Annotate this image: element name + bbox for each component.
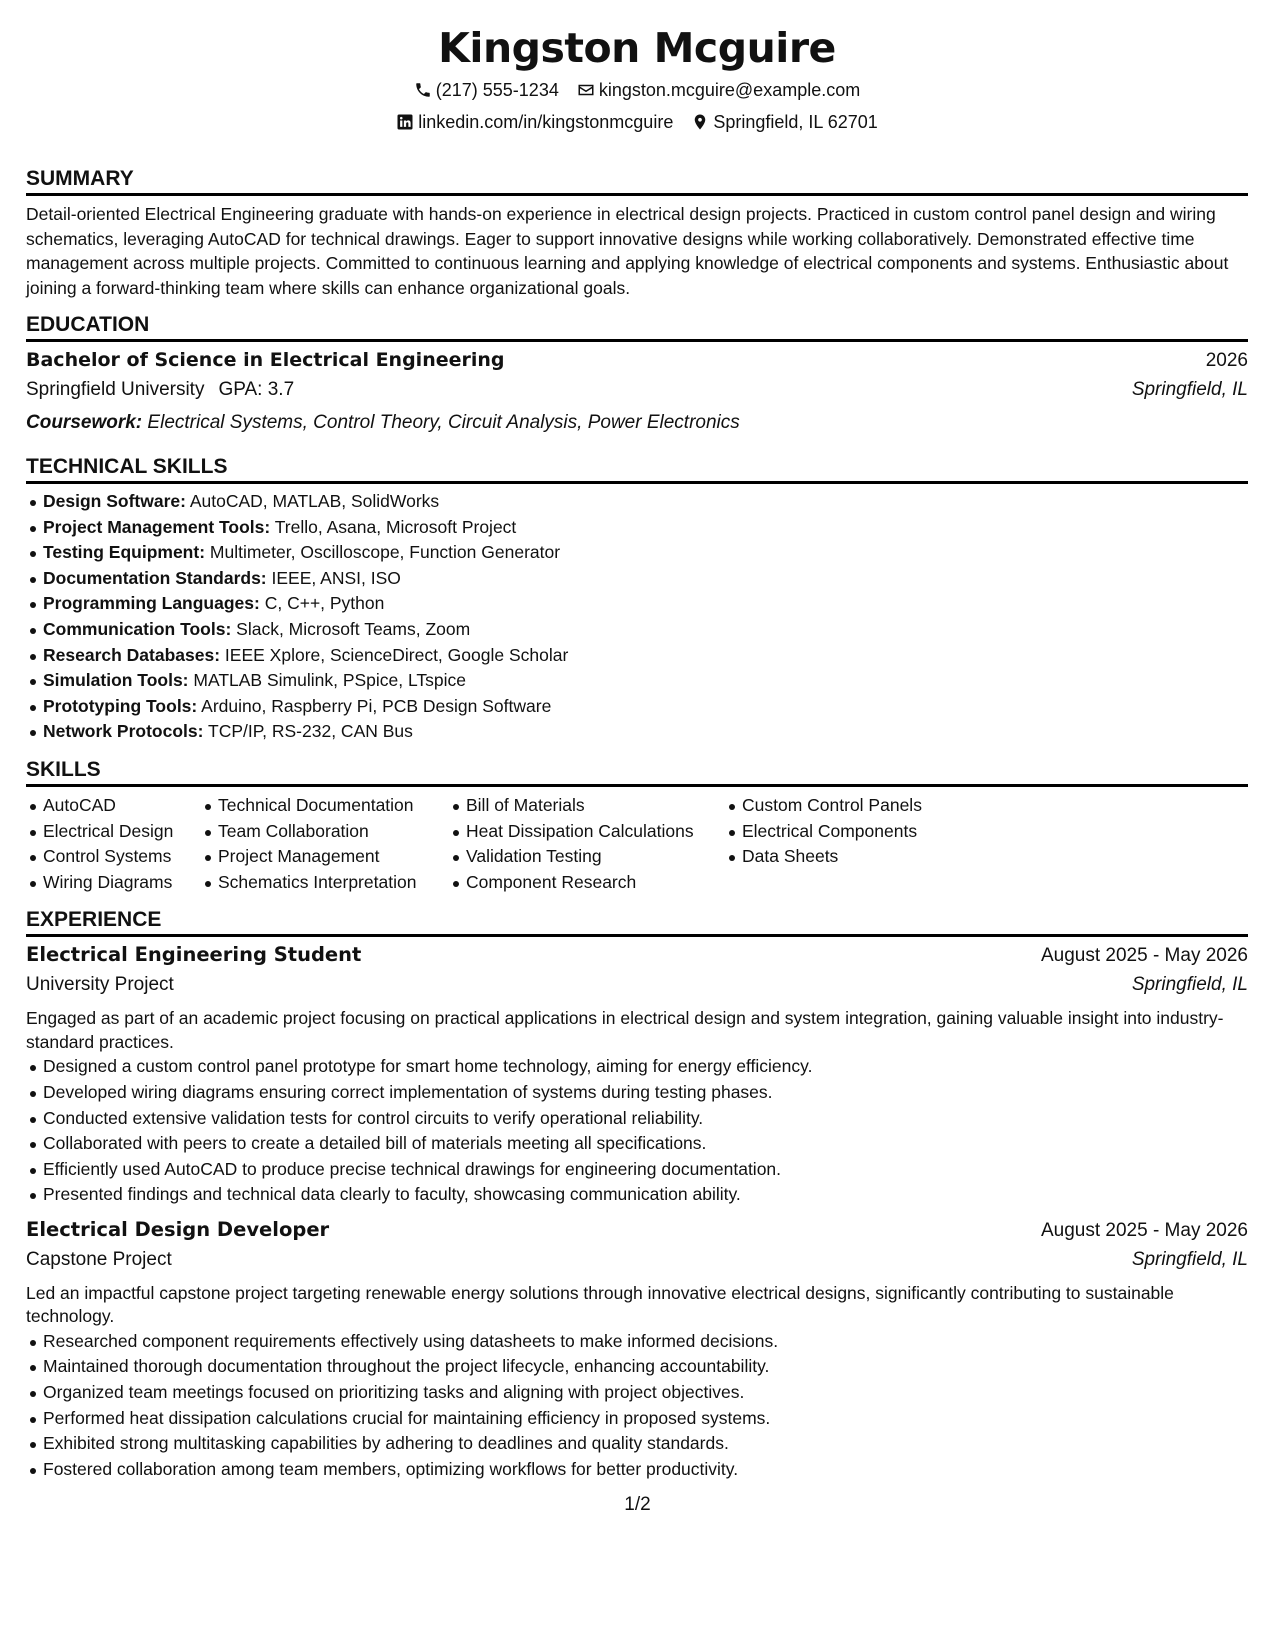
list-item: Communication Tools: Slack, Microsoft Teams, Zoom [43, 617, 1248, 643]
list-item: Research Databases: IEEE Xplore, ScienceDirect, Google Scholar [43, 643, 1248, 669]
job-organization: University Project [26, 974, 174, 996]
list-item: Technical Documentation [218, 793, 449, 819]
skills-column-3 [449, 793, 725, 895]
job-description: Engaged as part of an academic project focusing on practical applications in electrical design and system integration, gaining valuable insight into industry-standard practices. [26, 1008, 1224, 1052]
list-item: Heat Dissipation Calculations [466, 819, 725, 845]
email-text[interactable]: kingston.mcguire@example.com [598, 79, 861, 100]
job-description: Led an impactful capstone project targeting renewable energy solutions through innovative electrical designs, significantly contributing to sustainable technology. [26, 1282, 1174, 1327]
coursework-list: Electrical Systems, Control Theory, Circuit Analysis, Power Electronics [147, 412, 740, 433]
list-item: AutoCAD [43, 793, 201, 819]
linkedin-icon [396, 113, 414, 131]
school-location: Springfield, IL [1131, 379, 1248, 400]
job-title: Electrical Design Developer [26, 1217, 330, 1241]
list-item: Prototyping Tools: Arduino, Raspberry Pi, PCB Design Software [43, 694, 1248, 720]
phone-icon [414, 81, 432, 99]
email-contact [577, 80, 860, 101]
job-organization: Capstone Project [26, 1248, 172, 1270]
list-item: Data Sheets [742, 844, 982, 870]
list-item: Maintained thorough documentation throughout the project lifecycle, enhancing accountability. [43, 1354, 1248, 1380]
list-item: Validation Testing [466, 844, 725, 870]
job-header-row [26, 943, 1248, 974]
map-pin-icon [691, 113, 709, 131]
list-item: Developed wiring diagrams ensuring correct implementation of systems during testing phases. [43, 1080, 1248, 1106]
job-org-row [26, 1249, 1248, 1279]
job-dates: August 2025 - May 2026 [1040, 1219, 1248, 1241]
list-item: Bill of Materials [466, 793, 725, 819]
list-item: Programming Languages: C, C++, Python [43, 591, 1248, 617]
location-contact [691, 112, 877, 133]
list-item: Control Systems [43, 844, 201, 870]
list-item: Conducted extensive validation tests for control circuits to verify operational reliability. [43, 1106, 1248, 1132]
linkedin-text[interactable]: linkedin.com/in/kingstonmcguire [418, 111, 674, 132]
coursework-line [26, 408, 1248, 438]
job-org-row [26, 974, 1248, 1004]
graduation-year: 2026 [1205, 350, 1248, 371]
list-item: Collaborated with peers to create a detailed bill of materials meeting all specifications. [43, 1131, 1248, 1157]
coursework-label: Coursework: [26, 412, 143, 433]
job-bullets [26, 1329, 1248, 1483]
technical-skills-heading: TECHNICAL SKILLS [26, 454, 1248, 484]
contact-row-2 [26, 106, 1248, 138]
list-item: Team Collaboration [218, 819, 449, 845]
job-location: Springfield, IL [1131, 1248, 1248, 1270]
list-item: Electrical Components [742, 819, 982, 845]
envelope-icon [577, 81, 595, 99]
contact-row-1 [26, 74, 1248, 106]
job-entry-2 [26, 1218, 1248, 1483]
list-item: Exhibited strong multitasking capabilities by adhering to deadlines and quality standards. [43, 1431, 1248, 1457]
list-item: Fostered collaboration among team members, optimizing workflows for better productivity. [43, 1457, 1248, 1483]
degree-title: Bachelor of Science in Electrical Engineering [26, 349, 505, 371]
list-item: Documentation Standards: IEEE, ANSI, ISO [43, 566, 1248, 592]
job-header-row [26, 1218, 1248, 1249]
list-item: Design Software: AutoCAD, MATLAB, SolidWorks [43, 489, 1248, 515]
education-row-1 [26, 349, 1248, 379]
list-item: Electrical Design [43, 819, 201, 845]
school-name: Springfield University [26, 379, 205, 400]
list-item: Wiring Diagrams [43, 870, 201, 896]
skills-column-1 [26, 793, 201, 895]
list-item: Efficiently used AutoCAD to produce precise technical drawings for engineering documentation. [43, 1157, 1248, 1183]
list-item: Simulation Tools: MATLAB Simulink, PSpice, LTspice [43, 668, 1248, 694]
list-item: Project Management [218, 844, 449, 870]
resume-page [26, 0, 1248, 1482]
list-item: Testing Equipment: Multimeter, Oscilloscope, Function Generator [43, 540, 1248, 566]
location-text: Springfield, IL 62701 [713, 111, 878, 132]
technical-skills-list [26, 489, 1248, 745]
job-entry-1 [26, 943, 1248, 1208]
phone-contact [414, 80, 559, 101]
list-item: Component Research [466, 870, 725, 896]
experience-heading: EXPERIENCE [26, 907, 1248, 937]
list-item: Presented findings and technical data clearly to faculty, showcasing communication ability. [43, 1182, 1248, 1208]
gpa: GPA: 3.7 [218, 379, 295, 400]
summary-heading: SUMMARY [26, 166, 1248, 196]
skills-column-4 [725, 793, 982, 895]
page-number: 1/2 [624, 1494, 651, 1515]
job-dates: August 2025 - May 2026 [1040, 945, 1248, 967]
job-bullets [26, 1054, 1248, 1208]
linkedin-contact [396, 112, 673, 133]
education-heading: EDUCATION [26, 312, 1248, 342]
job-location: Springfield, IL [1131, 974, 1248, 996]
list-item: Project Management Tools: Trello, Asana, Microsoft Project [43, 515, 1248, 541]
summary-text: Detail-oriented Electrical Engineering graduate with hands-on experience in electrical design projects. Practiced in custom control panel design and wiring schematics, leveraging AutoCAD for technical drawings. Eager to support innovative designs while working collaboratively. Demonstrated effective time management across multiple projects. Committed to continuous learning and applying knowledge of electrical components and systems. Enthusiastic about joining a forward-thinking team where skills can enhance organizational goals. [26, 204, 1229, 298]
skills-grid [26, 793, 1248, 895]
list-item: Schematics Interpretation [218, 870, 449, 896]
list-item: Researched component requirements effectively using datasheets to make informed decisions. [43, 1329, 1248, 1355]
education-entry [26, 349, 1248, 438]
candidate-name: Kingston Mcguire [438, 24, 836, 72]
skills-heading: SKILLS [26, 757, 1248, 787]
list-item: Organized team meetings focused on prioritizing tasks and aligning with project objectives. [43, 1380, 1248, 1406]
list-item: Performed heat dissipation calculations crucial for maintaining efficiency in proposed systems. [43, 1406, 1248, 1432]
list-item: Custom Control Panels [742, 793, 982, 819]
job-title: Electrical Engineering Student [26, 943, 362, 967]
school-info [26, 379, 294, 401]
phone-text[interactable]: (217) 555-1234 [435, 79, 559, 100]
list-item: Designed a custom control panel prototype for smart home technology, aiming for energy efficiency. [43, 1054, 1248, 1080]
education-row-2 [26, 379, 1248, 408]
skills-column-2 [201, 793, 449, 895]
list-item: Network Protocols: TCP/IP, RS-232, CAN Bus [43, 719, 1248, 745]
